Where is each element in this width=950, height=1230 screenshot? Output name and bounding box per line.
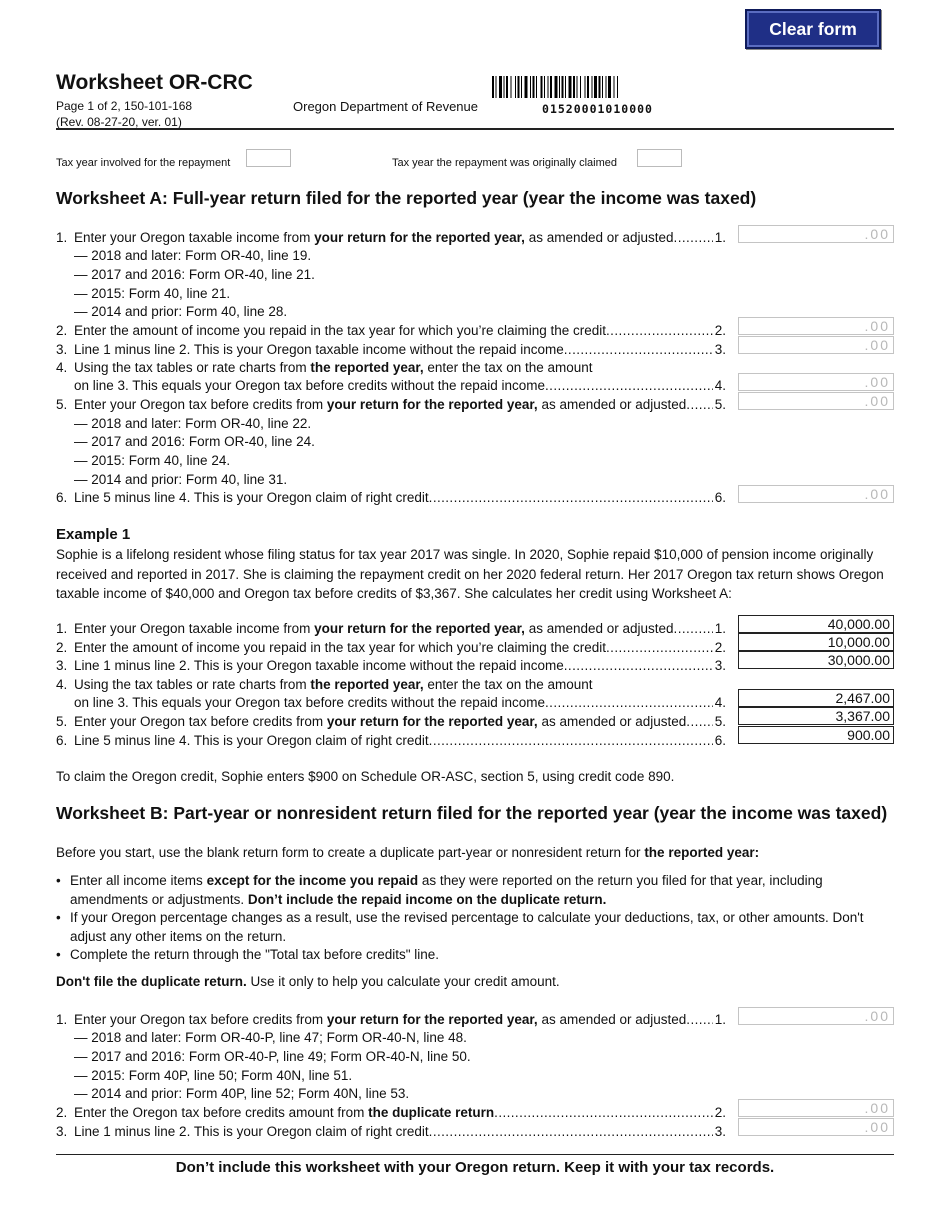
wb-bullet-3: • Complete the return through the "Total tax before credits" line. xyxy=(56,945,894,964)
wa-line-5: 5. Enter your Oregon tax before credits from your return for the reported year, as amended or adjusted ..... 5. xyxy=(56,397,726,413)
page-info: Page 1 of 2, 150-101-168 xyxy=(56,99,193,113)
wb-line-3: 3. Line 1 minus line 2. This is your Oregon claim of right credit ..... 3. xyxy=(56,1124,726,1140)
ex-line-4b: on line 3. This equals your Oregon tax before credits without the repaid income ..... 4. xyxy=(56,695,726,711)
wa-line-5-sub-2: — 2017 and 2016: Form OR-40, line 24. xyxy=(74,434,315,449)
wa-line-5-amount-input[interactable]: .00 xyxy=(738,392,894,410)
line-ref: 1. xyxy=(714,230,726,245)
tax-year-involved-label: Tax year involved for the repayment xyxy=(56,157,231,169)
wa-line-5-sub-3: — 2015: Form 40, line 24. xyxy=(74,453,231,468)
ex-line-5-amount: 3,367.00 xyxy=(738,707,894,725)
wb-line-1-sub-1: — 2018 and later: Form OR-40-P, line 47; Form OR-40-N, line 48. xyxy=(74,1030,467,1045)
wa-line-3-amount-input[interactable]: .00 xyxy=(738,336,894,354)
ex-line-1-amount: 40,000.00 xyxy=(738,615,894,633)
ex-line-4-amount: 2,467.00 xyxy=(738,689,894,707)
worksheet-b-note: Don't file the duplicate return. Use it only to help you calculate your credit amount. xyxy=(56,974,560,989)
wa-line-6-amount-input[interactable]: .00 xyxy=(738,485,894,503)
footer-note: Don’t include this worksheet with your Oregon return. Keep it with your tax records. xyxy=(175,1159,775,1176)
ex-line-3-amount: 30,000.00 xyxy=(738,651,894,669)
ex-line-6-amount: 900.00 xyxy=(738,726,894,744)
barcode-number: 01520001010000 xyxy=(542,102,653,116)
wa-line-1-amount-input[interactable]: .00 xyxy=(738,225,894,243)
wa-line-1-sub-1: — 2018 and later: Form OR-40, line 19. xyxy=(74,248,312,263)
example-text: Sophie is a lifelong resident whose filing status for tax year 2017 was single. In 2020, Sophie repaid $10,000 of pension income originally received and reported in 2017. She is claiming the repayment credit on her 2020 federal return. Her 2017 Oregon tax return shows Oregon taxable income of $40,000 and Oregon tax before credits of $3,367. She calculates her credit using Worksheet A: xyxy=(56,547,884,601)
wa-line-5-sub-4: — 2014 and prior: Form 40, line 31. xyxy=(74,472,288,487)
worksheet-a-title: Worksheet A: Full-year return filed for the reported year (year the income was taxed) xyxy=(56,188,757,208)
ex-line-4a: 4. Using the tax tables or rate charts from the reported year, enter the tax on the amount xyxy=(56,677,593,692)
revision-info: (Rev. 08-27-20, ver. 01) xyxy=(56,115,182,129)
wa-line-5-sub-1: — 2018 and later: Form OR-40, line 22. xyxy=(74,416,312,431)
wb-line-3-amount-input[interactable]: .00 xyxy=(738,1118,894,1136)
wb-line-1: 1. Enter your Oregon tax before credits from your return for the reported year, as amended or adjusted ..... 1. xyxy=(56,1012,726,1028)
ex-line-5: 5. Enter your Oregon tax before credits from your return for the reported year, as amended or adjusted ..... 5. xyxy=(56,714,726,730)
wa-line-2: 2. Enter the amount of income you repaid in the tax year for which you’re claiming the credit ..... 2. xyxy=(56,323,726,339)
wa-line-1-sub-4: — 2014 and prior: Form 40, line 28. xyxy=(74,304,288,319)
line-number: 1. xyxy=(56,230,68,245)
ex-line-1: 1. Enter your Oregon taxable income from your return for the reported year, as amended or adjusted ..... 1. xyxy=(56,621,726,637)
form-title: Worksheet OR-CRC xyxy=(56,71,253,94)
tax-year-claimed-input[interactable] xyxy=(637,149,682,167)
clear-form-button[interactable]: Clear form xyxy=(745,9,881,49)
tax-year-involved-input[interactable] xyxy=(246,149,291,167)
wa-line-1-sub-2: — 2017 and 2016: Form OR-40, line 21. xyxy=(74,267,315,282)
wb-line-2: 2. Enter the Oregon tax before credits amount from the duplicate return ..... 2. xyxy=(56,1105,726,1121)
wb-bullet-2: • If your Oregon percentage changes as a result, use the revised percentage to calculate your deductions, tax, or other amounts. Don't adjust any other items on the return. xyxy=(56,908,894,946)
example-conclusion: To claim the Oregon credit, Sophie enters $900 on Schedule OR-ASC, section 5, using credit code 890. xyxy=(56,769,675,784)
wb-line-1-sub-4: — 2014 and prior: Form 40P, line 52; Form 40N, line 53. xyxy=(74,1086,410,1101)
tax-year-claimed-label: Tax year the repayment was originally claimed xyxy=(392,157,617,169)
line-text: Enter your Oregon taxable income from your return for the reported year, as amended or adjusted xyxy=(74,230,674,245)
wb-bullet-1: • Enter all income items except for the income you repaid as they were reported on the return you filed for that year, including amendments or adjustments. Don’t include the repaid income on the duplicate return. xyxy=(56,871,894,909)
wa-line-3: 3. Line 1 minus line 2. This is your Oregon taxable income without the repaid income ..... 3. xyxy=(56,342,726,358)
wa-line-4-amount-input[interactable]: .00 xyxy=(738,373,894,391)
barcode xyxy=(490,76,705,116)
worksheet-b-title: Worksheet B: Part-year or nonresident return filed for the reported year (year the income was taxed) xyxy=(56,803,888,823)
wa-line-2-amount-input[interactable]: .00 xyxy=(738,317,894,335)
footer-divider xyxy=(56,1154,894,1155)
ex-line-2: 2. Enter the amount of income you repaid in the tax year for which you’re claiming the credit ..... 2. xyxy=(56,640,726,656)
wa-line-1 xyxy=(56,230,726,246)
ex-line-6: 6. Line 5 minus line 4. This is your Oregon claim of right credit ..... 6. xyxy=(56,733,726,749)
wa-line-1-sub-3: — 2015: Form 40, line 21. xyxy=(74,286,231,301)
header-divider xyxy=(56,128,894,130)
example-heading: Example 1 xyxy=(56,526,131,543)
wb-line-2-amount-input[interactable]: .00 xyxy=(738,1099,894,1117)
wb-line-1-amount-input[interactable]: .00 xyxy=(738,1007,894,1025)
department-name: Oregon Department of Revenue xyxy=(293,99,478,114)
wb-line-1-sub-2: — 2017 and 2016: Form OR-40-P, line 49; Form OR-40-N, line 50. xyxy=(74,1049,471,1064)
worksheet-b-intro: Before you start, use the blank return form to create a duplicate part-year or nonresident return for the reported year: xyxy=(56,845,760,860)
barcode-bars xyxy=(490,76,705,98)
wa-line-4a: 4. Using the tax tables or rate charts from the reported year, enter the tax on the amount xyxy=(56,360,593,375)
wa-line-4b: on line 3. This equals your Oregon tax before credits without the repaid income ..... 4. xyxy=(56,378,726,394)
ex-line-2-amount: 10,000.00 xyxy=(738,633,894,651)
wa-line-6: 6. Line 5 minus line 4. This is your Oregon claim of right credit ..... 6. xyxy=(56,490,726,506)
wb-line-1-sub-3: — 2015: Form 40P, line 50; Form 40N, line 51. xyxy=(74,1068,353,1083)
ex-line-3: 3. Line 1 minus line 2. This is your Oregon taxable income without the repaid income ..... 3. xyxy=(56,658,726,674)
